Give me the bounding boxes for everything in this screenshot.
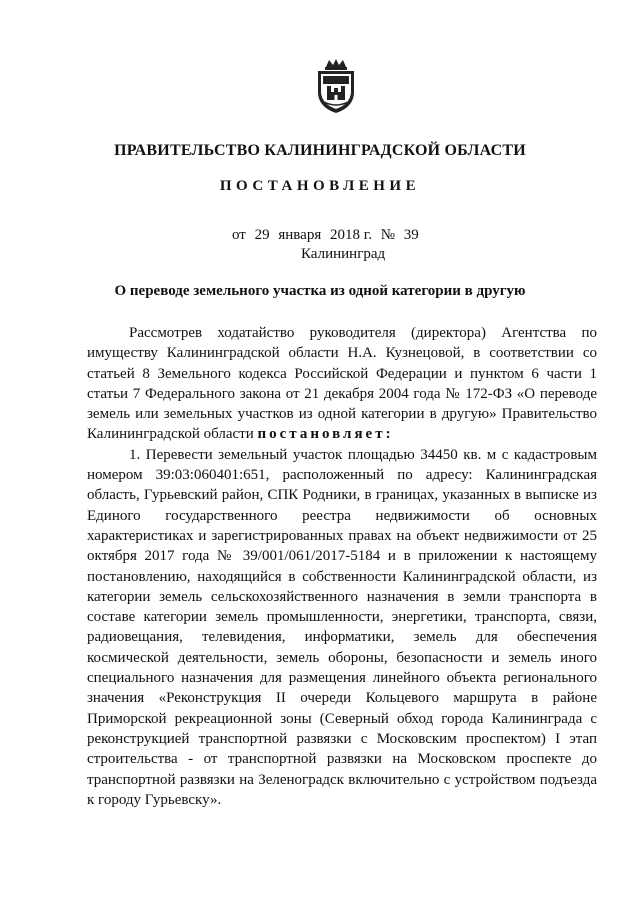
date-year: 2018 г. bbox=[329, 227, 372, 243]
date-month: января bbox=[278, 227, 322, 243]
preamble-text: Рассмотрев ходатайство руководителя (директора) Агентства по имуществу Калининградской области Н.А. Кузнецовой, в соответствии со статьей 8 Земельного кодекса Российской Федерации и пунктом 6 части 1 статьи 7 Федерального закона от 21 декабря 2004 года № 172-ФЗ «О переводе земель или земельных участков из одной категории в другую» Правительство Калининградской области bbox=[87, 325, 597, 443]
document-body bbox=[87, 323, 597, 810]
document-type: ПОСТАНОВЛЕНИЕ bbox=[219, 178, 421, 194]
coat-of-arms-icon bbox=[314, 58, 358, 114]
date-day: 29 bbox=[254, 227, 270, 243]
document-title: О переводе земельного участка из одной категории в другую bbox=[114, 283, 526, 299]
number-sign: № bbox=[380, 227, 396, 243]
preamble-paragraph bbox=[87, 323, 597, 445]
item-1-paragraph: 1. Перевести земельный участок площадью 34450 кв. м с кадастровым номером 39:03:060401:651, расположенный по адресу: Калининградская область, Гурьевский район, СПК Родники, в границах, указанных в выписке из Единого государственного реестра недвижимости об основных характеристиках и зарегистрированных правах на объект недвижимости от 25 октября 2017 года № 39/001/061/2017-5184 и в приложении к настоящему постановлению, находящийся в собственности Калининградской области, из категории земель сельскохозяйственного назначения в земли транспорта в составе категории земель промышленности, энергетики, транспорта, связи, радиовещания, телевидения, информатики, земель для обеспечения космической деятельности, земель обороны, безопасности и земель иного специального назначения для размещения линейного объекта регионального значения «Реконструкция II очереди Кольцевого маршрута в районе Приморской рекреационной зоны (Северный обход города Калининграда с реконструкцией транспортной развязки с Московским проспектом) I этап строительства - от транспортной развязки на Московском проспекте до транспортной развязки на Зеленоградск включительно с устройством подъезда к городу Гурьевску». bbox=[87, 446, 597, 808]
resolution-verb: постановляет: bbox=[257, 426, 394, 443]
date-prefix: от bbox=[232, 227, 246, 243]
government-name: ПРАВИТЕЛЬСТВО КАЛИНИНГРАДСКОЙ ОБЛАСТИ bbox=[114, 142, 526, 159]
city: Калининград bbox=[301, 246, 386, 262]
document-number: 39 bbox=[403, 227, 419, 243]
date-line bbox=[232, 227, 424, 244]
